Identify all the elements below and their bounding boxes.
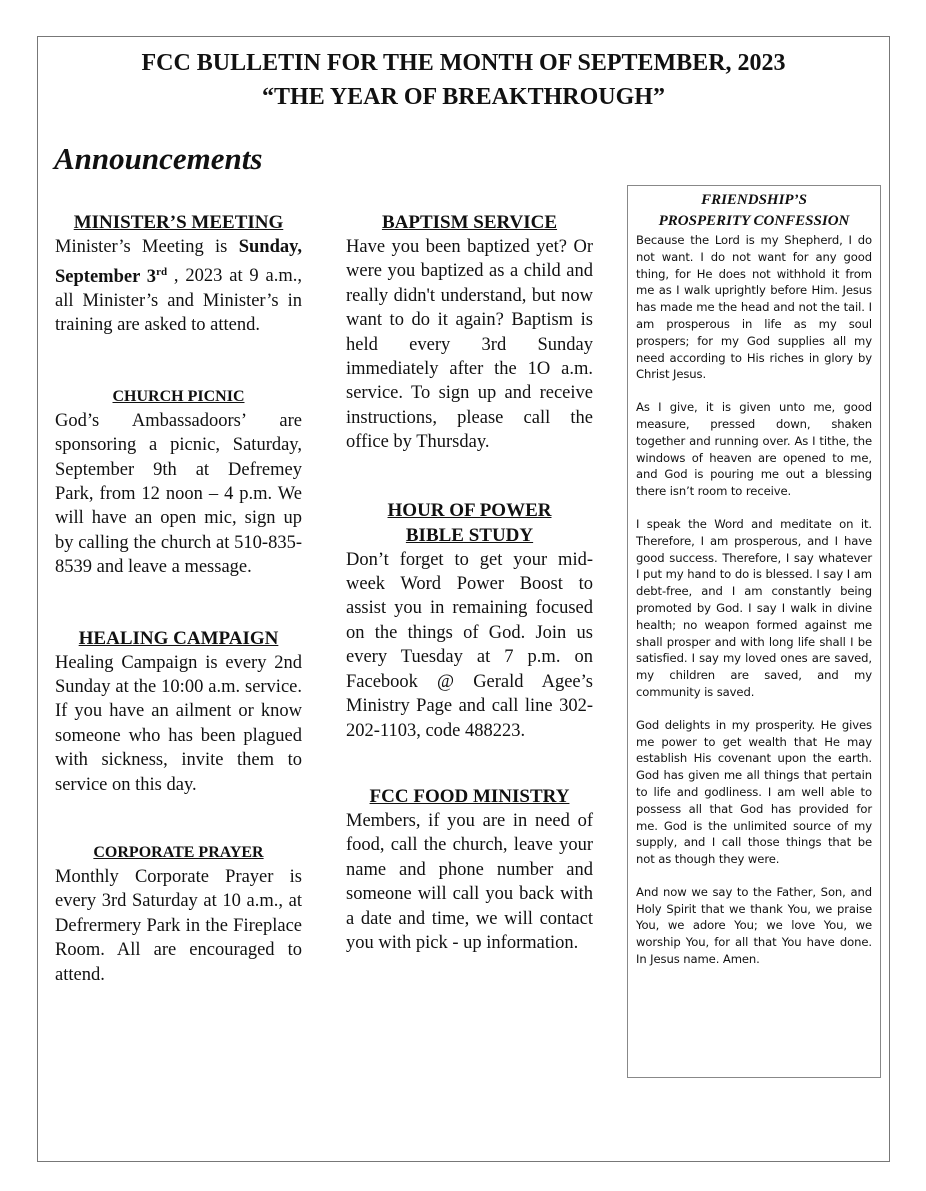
ministers-meeting-text-post: , 2023 at 9 a.m., all Minister’s and Minister’s in training are asked to attend. (55, 266, 303, 336)
bulletin-theme: “THE YEAR OF BREAKTHROUGH” (262, 84, 665, 110)
hour-of-power-text: Don’t forget to get your mid-week Word Power Boost to assist you in remaining focused on the things of God. Join us every Tuesday at 7 p.m. on Facebook @ Gerald Agee’s Ministry Page and call line 302-202-1103, code 488223. (346, 549, 593, 741)
hour-of-power-heading (346, 498, 593, 548)
bulletin-title: FCC BULLETIN FOR THE MONTH OF SEPTEMBER, 2023 (141, 50, 786, 76)
church-picnic-text: God’s Ambassadoors’ are sponsoring a picnic, Saturday, September 9th at Defremey Park, from 12 noon – 4 p.m. We will have an open mic, sign up by calling the church at 510-835-8539 and leave a message. (55, 410, 302, 578)
announcements-column-left (55, 211, 302, 987)
confession-paragraph: I speak the Word and meditate on it. Therefore, I am prosperous, and I have good success. Therefore, I say whatever I put my hand to do is blessed. I say I am debt-free, and I am constantly being promoted by God. I say I walk in divine health; no weapon formed against me shall prosper and with long life shall I be satisfied. I say my loved ones are saved, my children are saved, and my community is saved. (636, 516, 872, 699)
ministers-meeting-heading: MINISTER’S MEETING (73, 212, 284, 233)
announcements-column-middle (346, 211, 593, 955)
announcements-heading: Announcements (54, 141, 263, 176)
prosperity-confession-box (627, 185, 881, 1078)
food-ministry-text: Members, if you are in need of food, call the church, leave your name and phone number and someone will call you back with a date and time, we will contact you with pick - up information. (346, 810, 593, 953)
healing-campaign-text: Healing Campaign is every 2nd Sunday at the 10:00 a.m. service. If you have an ailment or know someone who has been plagued with sickness, invite them to service on this day. (55, 652, 302, 795)
prosperity-confession-heading (636, 190, 872, 232)
confession-paragraph: As I give, it is given unto me, good measure, pressed down, shaken together and running over. As I tithe, the windows of heaven are opened to me, and God is pouring me out a blessing there isn’t room to receive. (636, 400, 872, 499)
corporate-prayer-heading: CORPORATE PRAYER (93, 844, 264, 862)
confession-paragraph: And now we say to the Father, Son, and Holy Spirit that we thank You, we praise You, we adore You; we love You, we worship You, for all that You have done. In Jesus name. Amen. (636, 884, 872, 967)
hour-of-power-heading-line2: BIBLE STUDY (405, 524, 534, 546)
hour-of-power-heading-line1: HOUR OF POWER (387, 499, 552, 521)
church-picnic-heading: CHURCH PICNIC (112, 387, 245, 405)
ministers-meeting-text (55, 235, 302, 338)
prosperity-confession-heading-line2: PROSPERITY CONFESSION (658, 213, 850, 229)
baptism-service-text: Have you been baptized yet? Or were you baptized as a child and really didn't understand, but now want to do it again? Baptism is held every 3rd Sunday immediately after the 1O a.m. service. To sign up and receive instructions, please call the office by Thursday. (346, 237, 593, 453)
ministers-meeting-text-pre: Minister’s Meeting is (55, 237, 239, 257)
ministers-meeting-date-suffix: rd (156, 265, 168, 278)
ministers-meeting-date-text: Sunday, September 3 (55, 237, 302, 287)
food-ministry-heading: FCC FOOD MINISTRY (369, 785, 570, 807)
prosperity-confession-heading-line1: FRIENDSHIP’S (701, 192, 807, 208)
corporate-prayer-text: Monthly Corporate Prayer is every 3rd Saturday at 10 a.m., at Defrermery Park in the Fireplace Room. All are encouraged to attend. (55, 867, 302, 985)
confession-paragraph: God delights in my prosperity. He gives me power to get wealth that He may establish His covenant upon the earth. God has given me all things that pertain to life and godliness. I am well able to possess all that God has provided for me. God is the unlimited source of my supply, and I call those things that be not as though they were. (636, 717, 872, 867)
baptism-service-heading: BAPTISM SERVICE (381, 212, 558, 233)
healing-campaign-heading: HEALING CAMPAIGN (78, 627, 279, 649)
confession-paragraph: Because the Lord is my Shepherd, I do not want. I do not want for any good thing, for He does not withhold it from me as I walk uprightly before Him. Jesus has made me the head and not the tail. I am prosperous in life as my soul prospers; for my God supplies all my need according to His riches in glory by Christ Jesus. (636, 233, 872, 382)
